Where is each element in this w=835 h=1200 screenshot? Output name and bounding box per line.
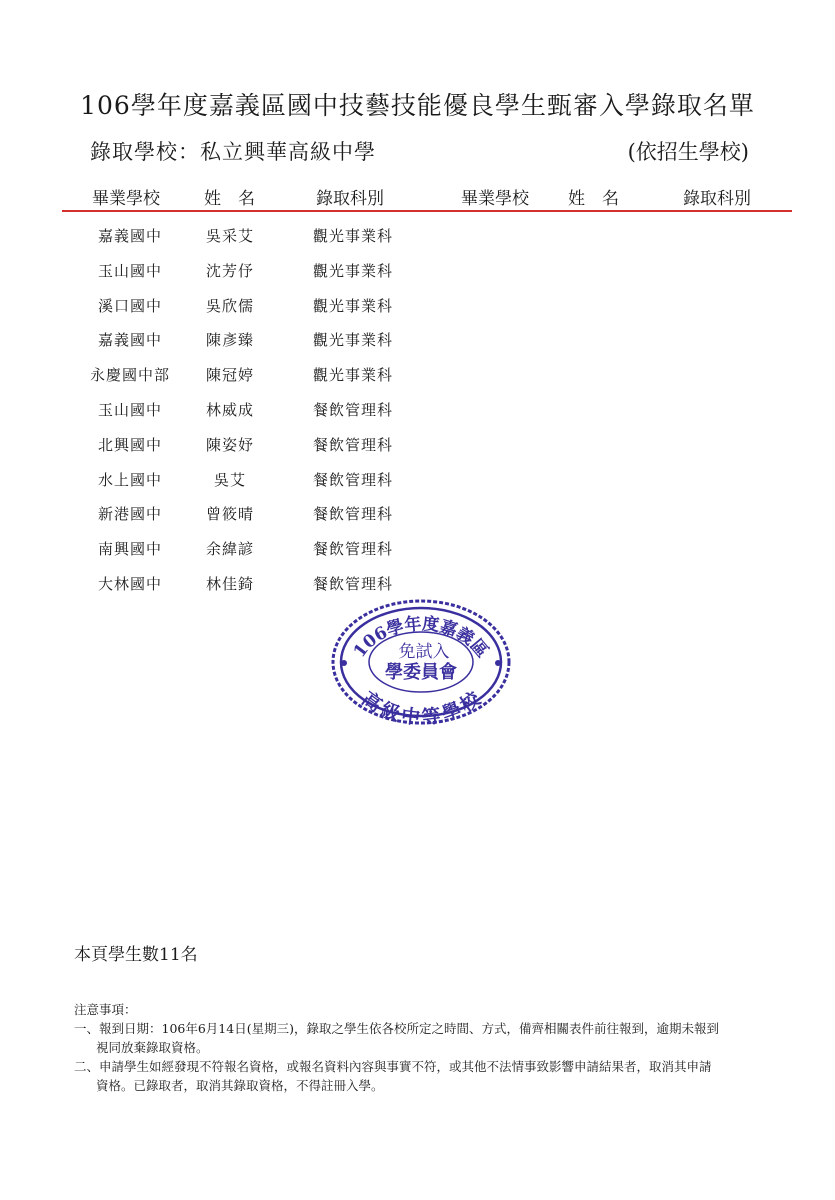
header-name-right: 姓 名 [568, 189, 619, 209]
seal-bottom-text: 高級中等學校 [357, 687, 485, 727]
cell-name: 余緯諺 [205, 540, 254, 559]
cell-name: 林威成 [205, 400, 254, 419]
header-dept-left: 錄取科別 [316, 189, 384, 209]
cell-school: 南興國中 [97, 540, 162, 559]
seal-line2: 學委員會 [385, 662, 457, 683]
cell-name: 吳欣儒 [205, 296, 254, 315]
page-student-count: 本頁學生數11名 [74, 945, 198, 965]
notes-heading: 注意事項： [74, 1002, 137, 1017]
cell-school: 嘉義國中 [97, 331, 162, 350]
header-dept-right: 錄取科別 [683, 189, 751, 209]
cell-dept: 餐飲管理科 [312, 435, 393, 454]
cell-dept: 餐飲管理科 [312, 540, 393, 559]
cell-name: 陳冠婷 [205, 366, 254, 385]
cell-dept: 餐飲管理科 [312, 400, 393, 419]
cell-school: 北興國中 [97, 435, 162, 454]
cell-dept: 觀光事業科 [312, 296, 393, 315]
header-school-right: 畢業學校 [461, 189, 529, 209]
cell-school: 大林國中 [97, 574, 162, 593]
table-row [0, 295, 835, 330]
cell-school: 水上國中 [97, 470, 162, 489]
table-row [0, 364, 835, 399]
note-item-2: 二、申請學生如經發現不符報名資格，或報名資料內容與事實不符，或其他不法情事致影響申請結果者，取消其申請 [74, 1059, 712, 1074]
cell-school: 永慶國中部 [89, 366, 170, 385]
note-item-1-cont: 視同放棄錄取資格。 [96, 1040, 209, 1055]
cell-dept: 餐飲管理科 [312, 574, 393, 593]
cell-school: 嘉義國中 [97, 227, 162, 245]
table-header [0, 184, 835, 208]
note-item-1: 一、報到日期：106年6月14日(星期三)，錄取之學生依各校所定之時間、方式，備齊相關表件前往報到，逾期未報到 [74, 1021, 719, 1036]
cell-school: 新港國中 [97, 505, 162, 524]
table-row [0, 434, 835, 469]
cell-name: 曾筱晴 [205, 505, 254, 524]
cell-school: 玉山國中 [97, 261, 162, 280]
note-item-2-cont: 資格。已錄取者，取消其錄取資格，不得註冊入學。 [96, 1078, 384, 1093]
page-title: 106學年度嘉義區國中技藝技能優良學生甄審入學錄取名單 [80, 91, 755, 120]
seal-left-ornament [341, 660, 347, 666]
order-note: (依招生學校) [627, 140, 749, 164]
table-row [0, 329, 835, 364]
cell-dept: 觀光事業科 [312, 227, 393, 245]
header-school-left: 畢業學校 [92, 189, 160, 209]
seal-line1: 免試入 [398, 642, 450, 662]
header-divider [62, 210, 792, 212]
table-row [0, 225, 835, 260]
admitting-school-label: 錄取學校：私立興華高級中學 [90, 140, 376, 164]
cell-school: 溪口國中 [97, 296, 162, 315]
seal-right-ornament [495, 660, 501, 666]
table-row [0, 538, 835, 573]
admission-list [0, 225, 835, 608]
cell-dept: 餐飲管理科 [312, 470, 393, 489]
table-row [0, 469, 835, 504]
cell-dept: 觀光事業科 [312, 261, 393, 280]
cell-name: 林佳錡 [205, 574, 254, 593]
cell-dept: 餐飲管理科 [312, 505, 393, 524]
cell-name: 吳艾 [213, 470, 246, 489]
committee-seal [328, 597, 514, 727]
cell-dept: 觀光事業科 [312, 366, 393, 385]
table-row [0, 260, 835, 295]
header-name-left: 姓 名 [204, 189, 255, 209]
cell-name: 吳采艾 [205, 227, 254, 245]
table-row [0, 503, 835, 538]
cell-name: 沈芳伃 [205, 261, 254, 280]
cell-dept: 觀光事業科 [312, 331, 393, 350]
cell-name: 陳彥臻 [205, 331, 254, 350]
cell-name: 陳姿妤 [205, 435, 254, 454]
cell-school: 玉山國中 [97, 400, 162, 419]
notes-section [74, 1000, 774, 1095]
seal-top-text: 106學年度嘉義區 [349, 614, 493, 662]
table-row [0, 399, 835, 434]
